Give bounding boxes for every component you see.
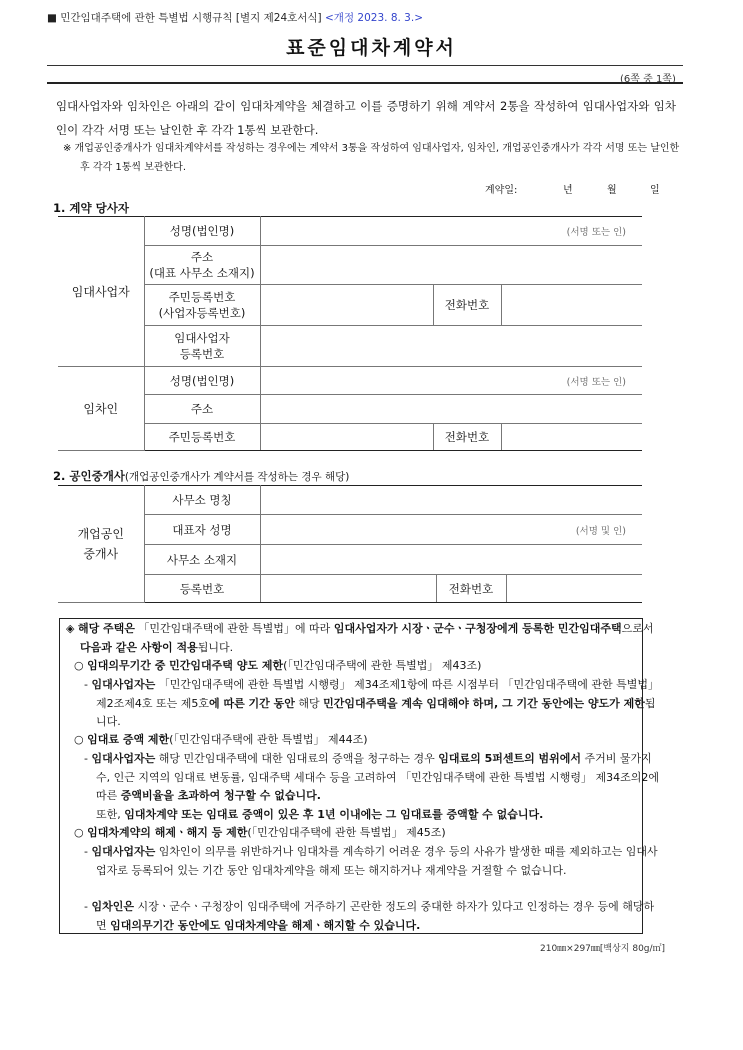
tenant-sign-hint: (서명 또는 인) [566,376,626,388]
broker-reg-label: 등록번호 [144,575,260,603]
section1-title: 1. 계약 당사자 [53,201,129,215]
divider [47,82,683,84]
contract-date-label: 계약일: [485,185,518,196]
notice-paragraph-1: - 임대사업자는 「민간임대주택에 관한 특별법 시행령」 제34조제1항에 따른 시점부터 「민간임대주택에 관한 특별법」 제2조제4호 또는 제5호에 따른 기간 동안 해당 민간임대주택을 계속 임대해야 하며, 그 기간 동안에는 양도가 제한됩니다. [84,678,659,728]
tenant-name-field[interactable] [260,367,642,395]
notice-heading-3: ○ 임대차계약의 해제ㆍ해지 등 제한(「민간임대주택에 관한 특별법」 제45조) [74,826,446,839]
broker-reg-field[interactable] [260,575,436,603]
tenant-address-label: 주소 [144,395,260,424]
section2-title: 2. 공인중개사(개업공인중개사가 계약서를 작성하는 경우 해당) [53,469,350,483]
landlord-reg-label: 임대사업자 등록번호 [144,326,260,367]
broker-phone-field[interactable] [506,575,642,603]
broker-note: ※ 개업공인중개사가 임대차계약서를 작성하는 경우에는 계약서 3통을 작성하여 임대사업자, 임차인, 개업공인중개사가 각각 서명 또는 날인한 후 각각 1통씩 보관한다. [63,143,680,173]
divider [47,65,683,66]
office-name-label: 사무소 명칭 [144,486,260,515]
rep-name-label: 대표자 성명 [144,515,260,545]
office-name-field[interactable] [260,486,642,515]
notice-paragraph-3: - 임대사업자는 임차인이 의무를 위반하거나 임대차를 계속하기 어려운 경우 등의 사유가 발생한 때를 제외하고는 임대사업자로 등록되어 있는 기간 동안 임대차계약을 해제 또는 해지하거나 재계약을 거절할 수 없습니다. [84,845,658,877]
notice-heading-1: ○ 임대의무기간 중 민간임대주택 양도 제한(「민간임대주택에 관한 특별법」 제43조) [74,659,482,672]
broker-phone-label: 전화번호 [436,575,506,603]
tenant-phone-label: 전화번호 [433,424,501,451]
landlord-name-label: 성명(법인명) [144,217,260,246]
landlord-reg-field[interactable] [260,326,642,367]
landlord-sign-hint: (서명 또는 인) [566,227,626,238]
notice-heading-2: ○ 임대료 증액 제한(「민간임대주택에 관한 특별법」 제44조) [74,733,368,746]
form-reference [47,10,423,25]
tenant-phone-field[interactable] [501,424,642,451]
revision-date: <개정 2023. 8. 3.> [325,12,423,24]
landlord-address-label: 주소 (대표 사무소 소재지) [144,246,260,285]
landlord-id-field[interactable] [260,285,433,326]
tenant-name-label: 성명(법인명) [144,367,260,395]
landlord-address-field[interactable] [260,246,642,285]
notice-paragraph-4: - 임차인은 시장ㆍ군수ㆍ구청장이 임대주택에 거주하기 곤란한 정도의 중대한 하자가 있다고 인정하는 경우 등에 해당하면 임대의무기간 동안에도 임대차계약을 해제ㆍ해지할 수 있습니다. [84,900,655,932]
landlord-name-field[interactable] [260,217,642,246]
notice-intro: ◈ 해당 주택은 「민간임대주택에 관한 특별법」에 따라 임대사업자가 시장ㆍ군수ㆍ구청장에게 등록한 민간임대주택으로서 다음과 같은 사항이 적용됩니다. [66,622,654,654]
paper-spec: 210㎜×297㎜[백상지 80g/㎡] [540,944,666,954]
section2-subtitle: (개업공인중개사가 계약서를 작성하는 경우 해당) [124,471,350,483]
intro-paragraph: 임대사업자와 임차인은 아래의 같이 임대차계약을 체결하고 이를 증명하기 위해 계약서 2통을 작성하여 임대사업자와 임차인이 각각 서명 또는 날인한 후 각각 1통씩 보관한다. [56,99,676,137]
broker-sign-hint: (서명 및 인) [575,525,626,537]
broker-table [58,485,642,603]
landlord-phone-field[interactable] [501,285,642,326]
parties-table [58,216,642,451]
tenant-id-label: 주민등록번호 [144,424,260,451]
contract-date-year: 년 [563,185,573,196]
tenant-address-field[interactable] [260,395,642,424]
notice-paragraph-2: - 임대사업자는 해당 민간임대주택에 대한 임대료의 증액을 청구하는 경우 임대료의 5퍼센트의 범위에서 주거비 물가지수, 인근 지역의 임대료 변동률, 임대주택 세대수 등을 고려하여 「민간임대주택에 관한 특별법 시행령」 제34조의2에 따른 증액비율을 초과하여 청구할 수 없습니다. 또한, 임대차계약 또는 임대료 증액이 있은 후 1년 이내에는 그 임대료를 증액할 수 없습니다. [84,752,659,821]
form-ref-text: ■ 민간임대주택에 관한 특별법 시행규칙 [별지 제24호서식] [47,12,322,24]
landlord-phone-label: 전화번호 [433,285,501,326]
office-addr-field[interactable] [260,545,642,575]
tenant-id-field[interactable] [260,424,433,451]
landlord-group: 임대사업자 [58,217,144,367]
landlord-id-label: 주민등록번호 (사업자등록번호) [144,285,260,326]
document-title: 표준임대차계약서 [286,37,457,59]
rep-name-field[interactable] [260,515,642,545]
contract-date-day: 일 [650,185,660,196]
page-indicator: (6쪽 중 1쪽) [620,74,676,85]
contract-date-month: 월 [607,185,617,196]
broker-group: 개업공인 중개사 [58,486,144,603]
office-addr-label: 사무소 소재지 [144,545,260,575]
tenant-group: 임차인 [58,367,144,451]
